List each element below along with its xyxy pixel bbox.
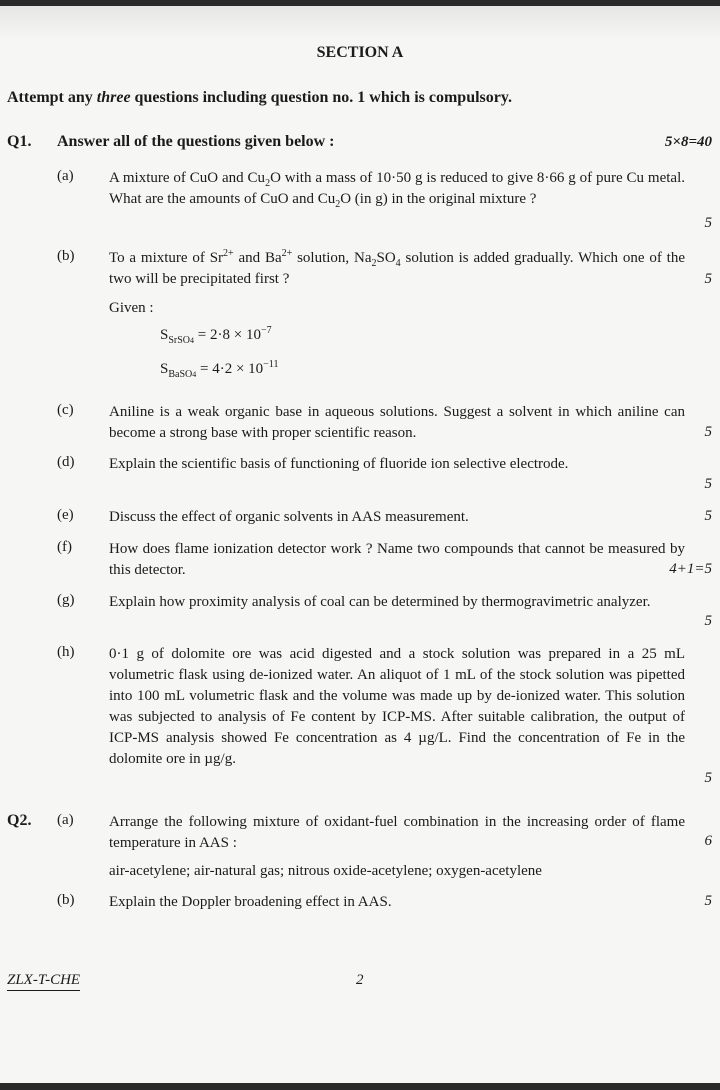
instruction-pre: Attempt any xyxy=(7,89,97,106)
f1-sub: SrSO xyxy=(168,335,191,346)
f1-symbol: S xyxy=(160,327,169,343)
q2-number: Q2. xyxy=(7,812,32,829)
q1b-formula-srso4 xyxy=(160,327,272,344)
f1-sub2: 4 xyxy=(190,336,195,345)
q1f-text: How does flame ionization detector work ? Name two compounds that cannot be measured by this detector. xyxy=(109,541,685,578)
q1b-text-1: To a mixture of Sr xyxy=(109,250,224,266)
page-number: 2 xyxy=(356,972,364,988)
q1b-label: (b) xyxy=(57,248,75,264)
f1-exponent: −7 xyxy=(260,325,272,336)
q1a-label: (a) xyxy=(57,168,74,184)
top-scan-shade xyxy=(0,6,720,40)
q2b-text: Explain the Doppler broadening effect in AAS. xyxy=(109,894,392,910)
q1f-label: (f) xyxy=(57,539,72,555)
q1b-sub-2: 4 xyxy=(395,258,401,269)
bottom-scan-edge xyxy=(0,1083,720,1090)
q1b-sup-1: 2+ xyxy=(223,248,234,259)
q1a-text-3: O (in g) in the original mixture ? xyxy=(340,191,537,207)
q1b-marks: 5 xyxy=(704,271,712,287)
q1a-text-2: O with a mass of 10·50 g is reduced to give 8·66 g of pure Cu metal. What are the amounts of CuO and Cu xyxy=(109,170,685,207)
f2-symbol: S xyxy=(160,361,169,377)
q1-marks: 5×8=40 xyxy=(664,134,712,150)
instruction-post: questions including question no. 1 which is compulsory. xyxy=(130,89,512,106)
q1c-text: Aniline is a weak organic base in aqueous solutions. Suggest a solvent in which aniline can become a strong base with proper scientific reason. xyxy=(109,404,685,441)
q1b-text-4: SO xyxy=(376,250,396,266)
q1g-marks: 5 xyxy=(704,613,712,629)
q1e-marks: 5 xyxy=(704,508,712,524)
q1-number: Q1. xyxy=(7,133,32,150)
q1-title: Answer all of the questions given below : xyxy=(57,133,335,150)
paper-code: ZLX-T-CHE xyxy=(7,972,80,991)
q1b-text-2: and Ba xyxy=(233,250,282,266)
q1b-text-3: solution, Na xyxy=(292,250,372,266)
q2a-list: air-acetylene; air-natural gas; nitrous oxide-acetylene; oxygen-acetylene xyxy=(109,863,542,879)
f2-sub: BaSO xyxy=(168,369,193,380)
q1a-marks: 5 xyxy=(704,215,712,231)
q1d-marks: 5 xyxy=(704,476,712,492)
instruction xyxy=(7,89,512,107)
instruction-emphasis: three xyxy=(96,89,131,106)
q1b-formula-baso4 xyxy=(160,361,278,378)
q1g-label: (g) xyxy=(57,592,75,608)
q2a-label: (a) xyxy=(57,812,74,828)
f1-value: = 2·8 × 10 xyxy=(194,327,261,343)
q1c-label: (c) xyxy=(57,402,74,418)
q1h-text: 0·1 g of dolomite ore was acid digested and a stock solution was prepared in a 25 mL volumetric flask using de-ionized water. An aliquot of 1 mL of the stock solution was pipetted into 100 mL volumetric flask and the volume was made up by de-ionized water. This solution was subjected to analysis of Fe content by ICP-MS. After suitable calibration, the output of ICP-MS analysis showed Fe concentration as 4 µg/L. Find the concentration of Fe in the dolomite ore in µg/g. xyxy=(109,646,685,767)
q1a-text xyxy=(109,168,685,210)
q2a-text: Arrange the following mixture of oxidant-fuel combination in the increasing order of flame temperature in AAS : xyxy=(109,814,685,851)
q1e-label: (e) xyxy=(57,507,74,523)
q1d-label: (d) xyxy=(57,454,75,470)
q1b-text xyxy=(109,248,685,290)
f2-value: = 4·2 × 10 xyxy=(196,361,264,377)
q1f-marks: 4+1=5 xyxy=(669,561,712,577)
q1a-text-1: A mixture of CuO and Cu xyxy=(109,170,266,186)
q1b-given: Given : xyxy=(109,300,154,316)
section-title: SECTION A xyxy=(316,44,404,61)
q1h-label: (h) xyxy=(57,644,75,660)
q1b-text-5: solution is added gradually. Which one of the two will be precipitated first ? xyxy=(109,250,685,287)
q1d-text: Explain the scientific basis of functioning of fluoride ion selective electrode. xyxy=(109,456,569,472)
f2-exponent: −11 xyxy=(263,359,279,370)
q1e-text: Discuss the effect of organic solvents in AAS measurement. xyxy=(109,509,469,525)
q2b-label: (b) xyxy=(57,892,75,908)
q2a-marks: 6 xyxy=(704,833,712,849)
q1a-sub-1: 2 xyxy=(265,178,271,189)
q1g-text: Explain how proximity analysis of coal can be determined by thermogravimetric analyzer. xyxy=(109,594,651,610)
q1h-marks: 5 xyxy=(704,770,712,786)
q2b-marks: 5 xyxy=(704,893,712,909)
q1b-sup-2: 2+ xyxy=(281,248,293,259)
f2-sub2: 4 xyxy=(192,370,197,379)
q1b-sub-1: 2 xyxy=(371,258,377,269)
q1a-sub-2: 2 xyxy=(335,199,341,210)
q1c-marks: 5 xyxy=(704,424,712,440)
